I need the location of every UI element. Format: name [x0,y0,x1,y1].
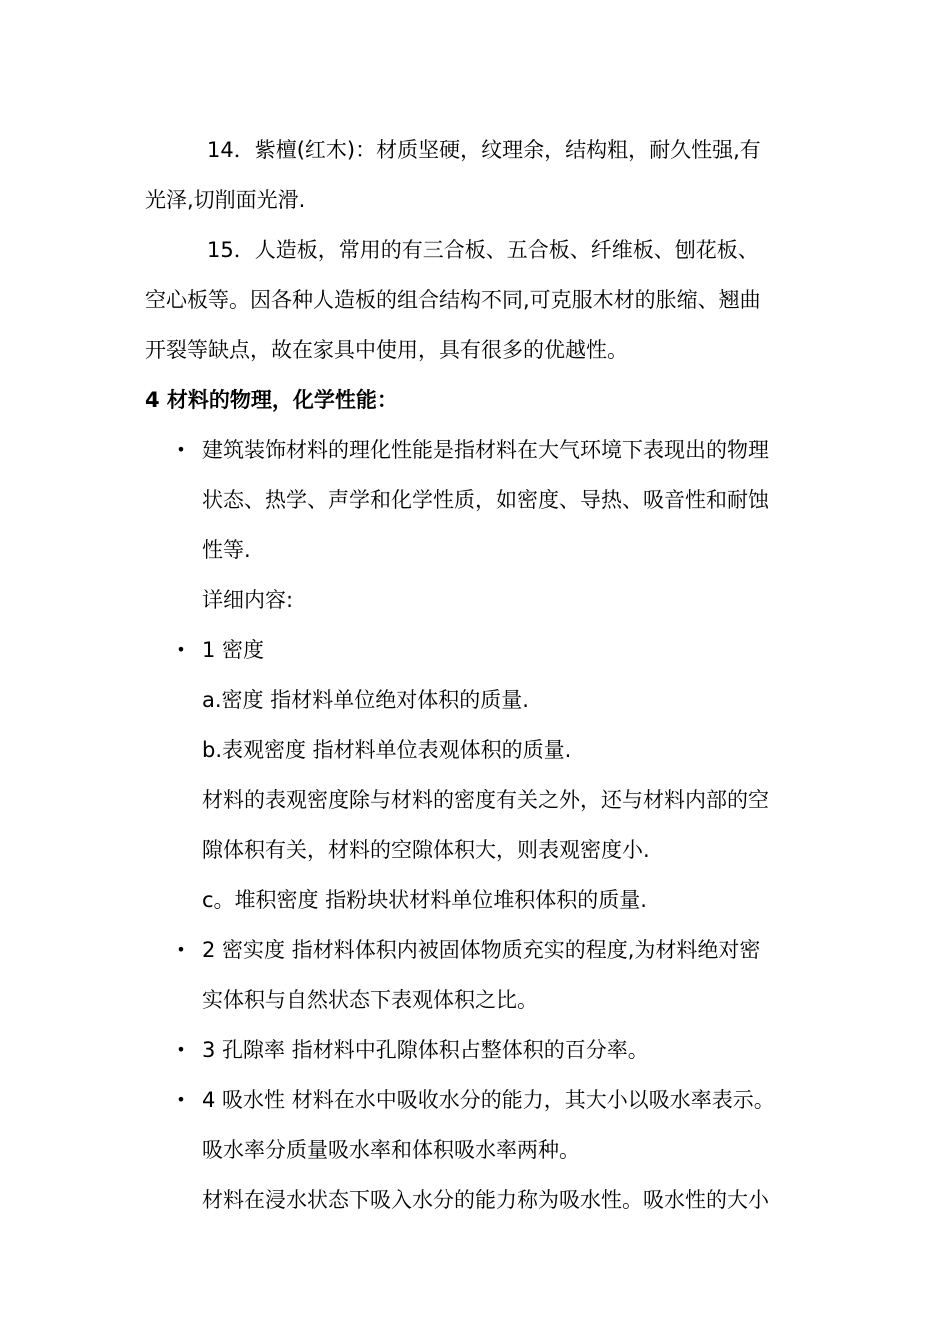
list-item-compactness [145,925,825,1025]
bullet-icon: • [176,1040,186,1059]
text-line: 空心板等。因各种人造板的组合结构不同,可克服木材的胀缩、翘曲 [145,288,761,312]
text-line: 性等. [202,538,251,562]
paragraph-artificial-board [145,225,815,375]
text-line: 吸水率分质量吸水率和体积吸水率两种。 [202,1138,580,1162]
text-line: a.密度 指材料单位绝对体积的质量. [202,688,529,712]
bullet-list [145,425,825,1225]
bullet-icon: • [176,640,186,659]
text-line: c。堆积密度 指粉块状材料单位堆积体积的质量. [202,888,647,912]
section-heading: 4 材料的物理，化学性能： [145,388,398,412]
text-line: 建筑装饰材料的理化性能是指材料在大气环境下表现出的物理 [202,438,769,462]
text-line: 详细内容: [202,588,294,612]
text-line: 材料在浸水状态下吸入水分的能力称为吸水性。吸水性的大小 [202,1188,769,1212]
text-line: 隙体积有关，材料的空隙体积大，则表观密度小. [202,838,650,862]
text-line: 15．人造板，常用的有三合板、五合板、纤维板、刨花板、 [207,238,759,262]
text-line: 光泽,切削面光滑. [145,188,306,212]
list-item-water-absorption [145,1075,825,1225]
text-line: 材料的表观密度除与材料的密度有关之外，还与材料内部的空 [202,788,769,812]
text-line: b.表观密度 指材料单位表观体积的质量. [202,738,572,762]
text-line: 4 吸水性 材料在水中吸收水分的能力，其大小以吸水率表示。 [202,1088,775,1112]
text-line: 3 孔隙率 指材料中孔隙体积占整体积的百分率。 [202,1038,649,1062]
text-line: 实体积与自然状态下表观体积之比。 [202,988,538,1012]
list-item-porosity [145,1025,825,1075]
list-item-density [145,625,825,925]
bullet-icon: • [176,440,186,459]
text-line: 状态、热学、声学和化学性质，如密度、导热、吸音性和耐蚀 [202,488,769,512]
text-line: 14．紫檀(红木)：材质坚硬，纹理余，结构粗，耐久性强,有 [207,138,761,162]
bullet-icon: • [176,1090,186,1109]
text-line: 1 密度 [202,638,265,662]
text-line: 2 密实度 指材料体积内被固体物质充实的程度,为材料绝对密 [202,938,761,962]
text-line: 开裂等缺点，故在家具中使用，具有很多的优越性。 [145,338,628,362]
paragraph-zitan [145,125,815,225]
list-item-physicochemical [145,425,825,625]
bullet-icon: • [176,940,186,959]
